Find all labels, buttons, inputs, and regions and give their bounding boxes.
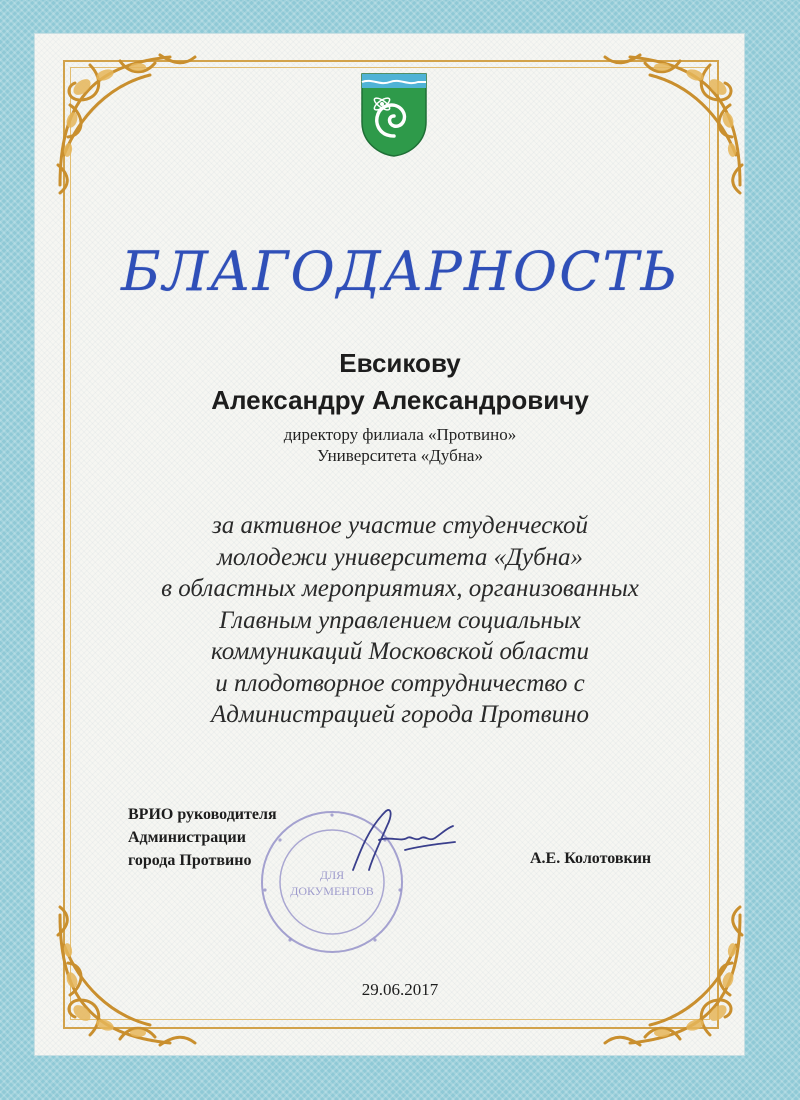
- recipient-position-line2: Университета «Дубна»: [317, 446, 483, 465]
- gratitude-line: Администрацией города Протвино: [211, 701, 589, 728]
- certificate-title: БЛАГОДАРНОСТЬ: [121, 240, 679, 303]
- gratitude-line: Главным управлением социальных: [219, 606, 581, 634]
- city-emblem-spiral-icon: [358, 70, 430, 158]
- signatory-name: А.Е. Колотовкин: [530, 850, 652, 867]
- signatory-title-line: Администрации: [128, 829, 246, 846]
- gratitude-line: коммуникаций Московской области: [211, 638, 589, 665]
- signatory-title: [128, 803, 277, 872]
- recipient-given-names: Александру Александровичу: [211, 385, 589, 415]
- certificate-date: 29.06.2017: [361, 980, 439, 999]
- corner-ornament-top-right: [600, 45, 750, 195]
- signatory-title-line: города Протвино: [128, 852, 252, 869]
- gratitude-line: молодежи университета «Дубна»: [216, 543, 584, 571]
- stamp-text-line1: ДЛЯ: [319, 868, 345, 882]
- gratitude-line: и плодотворное сотрудничество с: [215, 669, 585, 697]
- recipient-position-line1: директору филиала «Протвино»: [283, 425, 517, 444]
- gratitude-line: за активное участие студенческой: [211, 512, 589, 539]
- signatory-title-line: ВРИО руководителя: [128, 806, 277, 823]
- gratitude-text: [100, 510, 700, 731]
- gratitude-line: в областных мероприятиях, организованных: [161, 575, 639, 602]
- stamp-text-line2: ДОКУМЕНТОВ: [290, 884, 374, 898]
- corner-ornament-top-left: [50, 45, 200, 195]
- recipient-surname: Евсикову: [339, 348, 461, 378]
- handwritten-signature: [345, 800, 460, 880]
